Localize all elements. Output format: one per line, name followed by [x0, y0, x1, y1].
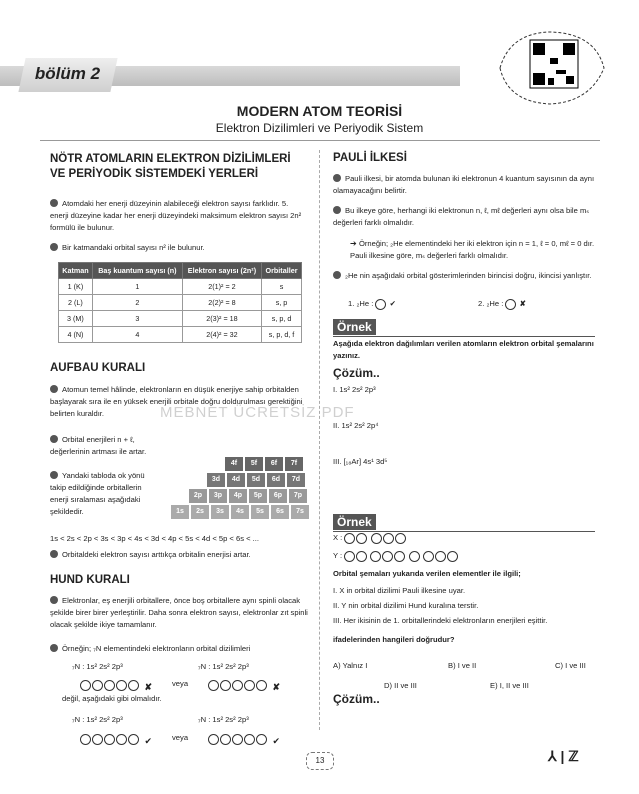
statement-1: I. X in orbital dizilimi Pauli ilkesine uyar. — [333, 586, 466, 595]
option-e[interactable]: E) I, II ve III — [490, 681, 529, 690]
orbital-cell: 7f — [285, 457, 303, 471]
table-row — [59, 311, 302, 327]
orbital-cell: 4s — [231, 505, 249, 519]
orbital-cell: 3s — [211, 505, 229, 519]
hund-note: değil, aşağıdaki gibi olmalıdır. — [62, 694, 162, 703]
left-bullet-7: Elektronlar, eş enerjili orbitallere, önce boş orbitallere aynı spinli olacak şekilde birer birer yerleştirilir. Daha sonra elektron sayısı, elektronlar zıt spinli olacak şekilde ikiye tamamlanır. — [50, 596, 308, 629]
orbital-diagram-right-1: ✔ — [80, 731, 152, 749]
bullet-icon — [50, 199, 58, 207]
table-cell: 2(1)² = 2 — [182, 279, 261, 295]
statement-3: III. Her ikisinin de 1. orbitallerindeki elektronların enerjileri eşittir. — [333, 616, 548, 625]
table-cell: 2 — [92, 295, 182, 311]
hund-example-1: ₇N : 1s² 2s² 2p³ — [72, 662, 123, 671]
y-diagram: Y : — [333, 550, 459, 562]
section-title-pauli: PAULİ İLKESİ — [333, 152, 407, 164]
orbital-diagram-wrong-2: ✘ — [208, 677, 280, 695]
table-header-row — [59, 263, 302, 279]
veya-label-2: veya — [172, 733, 189, 742]
table-header: Elektron sayısı (2n²) — [182, 263, 261, 279]
hund-example-2: ₇N : 1s² 2s² 2p³ — [198, 662, 249, 671]
table-cell: 2 (L) — [59, 295, 93, 311]
column-divider — [319, 150, 320, 730]
page-number: 13 — [306, 752, 334, 770]
orbital-cell: 5f — [245, 457, 263, 471]
orbital-cell: 3p — [209, 489, 227, 503]
page-subtitle: Elektron Dizilimleri ve Periyodik Sistem — [215, 121, 424, 135]
orbital-cell: 2s — [191, 505, 209, 519]
bullet-icon — [50, 644, 58, 652]
config-1: I. 1s² 2s² 2p³ — [333, 385, 376, 394]
left-bullet-2: Bir katmandaki orbital sayısı n² ile bulunur. — [50, 242, 305, 254]
table-cell: s, p, d, f — [262, 327, 302, 343]
left-bullet-6: Orbitaldeki elektron sayısı arttıkça orbitalin enerjisi artar. — [50, 549, 310, 561]
table-cell: 1 (K) — [59, 279, 93, 295]
table-cell: 3 (M) — [59, 311, 93, 327]
option-a[interactable]: A) Yalnız I — [333, 661, 368, 670]
table-cell: 2(2)² = 8 — [182, 295, 261, 311]
orbital-cell: 5d — [247, 473, 265, 487]
bullet-icon — [50, 435, 58, 443]
table-header: Baş kuantum sayısı (n) — [92, 263, 182, 279]
orbital-cell: 2p — [189, 489, 207, 503]
right-bullet-1: Pauli ilkesi, bir atomda bulunan iki elektronun 4 kuantum sayısının da aynı olamayacağını belirtir. — [333, 174, 595, 195]
table-cell: 2(3)² = 18 — [182, 311, 261, 327]
option-b[interactable]: B) I ve II — [448, 661, 477, 670]
hund-example-3: ₇N : 1s² 2s² 2p³ — [72, 715, 123, 724]
question-3: ifadelerinden hangileri doğrudur? — [333, 635, 455, 644]
orbital-cell: 7d — [287, 473, 305, 487]
veya-label: veya — [172, 679, 189, 688]
section-title-notr: NÖTR ATOMLARIN ELEKTRON DİZİLİMLERİ VE PERİYODİK SİSTEMDEKİ YERLERİ — [50, 153, 291, 180]
hund-example-4: ₇N : 1s² 2s² 2p³ — [198, 715, 249, 724]
orbital-cell: 7s — [291, 505, 309, 519]
left-bullet-8: Örneğin; ₇N elementindeki elektronların orbital dizilimleri — [50, 643, 308, 655]
cozum-label: Çözüm.. — [333, 366, 380, 380]
section-title-hund: HUND KURALI — [50, 574, 130, 586]
left-bullet-1: Atomdaki her enerji düzeyinin alabileceği elektron sayısı farklıdır. 5. enerji düzeyine kadar her enerji düzeyindeki maksimum elektron sayısı 2n² formülü ile bulunur. — [50, 199, 302, 232]
table-cell: 4 — [92, 327, 182, 343]
orbital-cell: 5s — [251, 505, 269, 519]
table-cell: 4 (N) — [59, 327, 93, 343]
bullet-icon — [50, 550, 58, 558]
orbital-cell: 4f — [225, 457, 243, 471]
table-cell: 2(4)² = 32 — [182, 327, 261, 343]
orbital-cell: 5p — [249, 489, 267, 503]
cozum-label-2: Çözüm.. — [333, 692, 380, 706]
bullet-icon — [50, 596, 58, 604]
right-example: ➔ Örneğin; ₂He elementindeki her iki elektron için n = 1, ℓ = 0, mℓ = 0 dır. Pauli ilkesine göre, mₛ değerleri farklı olmalıdır. — [350, 239, 595, 260]
right-bullet-4: ₂He nin aşağıdaki orbital gösterimlerinden birincisi doğru, ikincisi yanlıştır. — [333, 270, 595, 282]
orbital-cell: 6f — [265, 457, 283, 471]
bullet-icon — [333, 206, 341, 214]
bullet-icon — [50, 385, 58, 393]
table-row — [59, 327, 302, 343]
ornek-header-1: Örnek — [333, 318, 595, 337]
arrow-icon: ➔ — [350, 239, 359, 248]
orbital-cell: 6d — [267, 473, 285, 487]
question-1: Aşağıda elektron dağılımları verilen atomların elektron orbital şemalarını yazınız. — [333, 339, 594, 360]
left-bullet-5: Yandaki tabloda ok yönü takip edildiğinde orbitallerin enerji sıralaması aşağıdaki şekildedir. — [50, 471, 145, 516]
orbital-cell: 1s — [171, 505, 189, 519]
table-row — [59, 295, 302, 311]
orbital-cell: 6s — [271, 505, 289, 519]
option-c[interactable]: C) I ve III — [555, 661, 586, 670]
table-row — [59, 279, 302, 295]
orbital-diagram-right-2: ✔ — [208, 731, 280, 749]
orbital-diagram-wrong-1: ✘ — [80, 677, 152, 695]
bullet-icon — [50, 243, 58, 251]
qr-code-icon — [490, 28, 610, 106]
shell-table — [58, 262, 302, 343]
chapter-label: bölüm 2 — [34, 64, 101, 83]
orbital-cell: 7p — [289, 489, 307, 503]
title-divider — [40, 140, 600, 141]
table-cell: s, p — [262, 295, 302, 311]
bullet-icon — [50, 471, 58, 479]
publisher-logo-icon: ⅄ | ℤ — [548, 748, 579, 764]
bullet-icon — [333, 174, 341, 182]
config-2: II. 1s² 2s² 2p⁴ — [333, 421, 379, 430]
right-bullet-2: Bu ilkeye göre, herhangi iki elektronun n, ℓ, mℓ değerleri aynı olsa bile mₛ değerleri farklı olmalıdır. — [333, 206, 590, 227]
table-cell: 3 — [92, 311, 182, 327]
left-bullet-4: Orbital enerjileri n + ℓ, değerlerinin artması ile artar. — [50, 435, 147, 456]
table-header: Katman — [59, 263, 93, 279]
x-diagram: X : — [333, 532, 407, 544]
table-cell: s, p, d — [262, 311, 302, 327]
he-correct: 1. ₂He : ✔ — [348, 299, 396, 308]
aufbau-grid — [170, 452, 310, 522]
orbital-cell: 6p — [269, 489, 287, 503]
table-cell: s — [262, 279, 302, 295]
option-d[interactable]: D) II ve III — [384, 681, 417, 690]
page-title: MODERN ATOM TEORİSİ — [236, 103, 403, 119]
table-cell: 1 — [92, 279, 182, 295]
he-wrong: 2. ₂He : ✘ — [478, 299, 526, 308]
bullet-icon — [333, 271, 341, 279]
section-title-aufbau: AUFBAU KURALI — [50, 362, 146, 374]
left-bullet-3: Atomun temel hâlinde, elektronların en düşük enerjiye sahip orbitalden başlayarak sıra ile en yüksek enerjili orbitale doğru doldurulması gerektiğini belirten kuraldır. — [50, 385, 303, 418]
question-2: Orbital şemaları yukarıda verilen elementler ile ilgili; — [333, 569, 521, 578]
table-header: Orbitaller — [262, 263, 302, 279]
orbital-cell: 4p — [229, 489, 247, 503]
statement-2: II. Y nin orbital dizilimi Hund kuralına terstir. — [333, 601, 479, 610]
orbital-cell: 3d — [207, 473, 225, 487]
ornek-header-2: Örnek — [333, 513, 595, 532]
energy-order: 1s < 2s < 2p < 3s < 3p < 4s < 3d < 4p < 5s < 4d < 5p < 6s < ... — [50, 534, 259, 543]
config-3: III. [₁₈Ar] 4s¹ 3d⁵ — [333, 457, 388, 466]
orbital-cell: 4d — [227, 473, 245, 487]
watermark-text: MEBNET ÜCRETSİZ PDF — [160, 404, 355, 421]
